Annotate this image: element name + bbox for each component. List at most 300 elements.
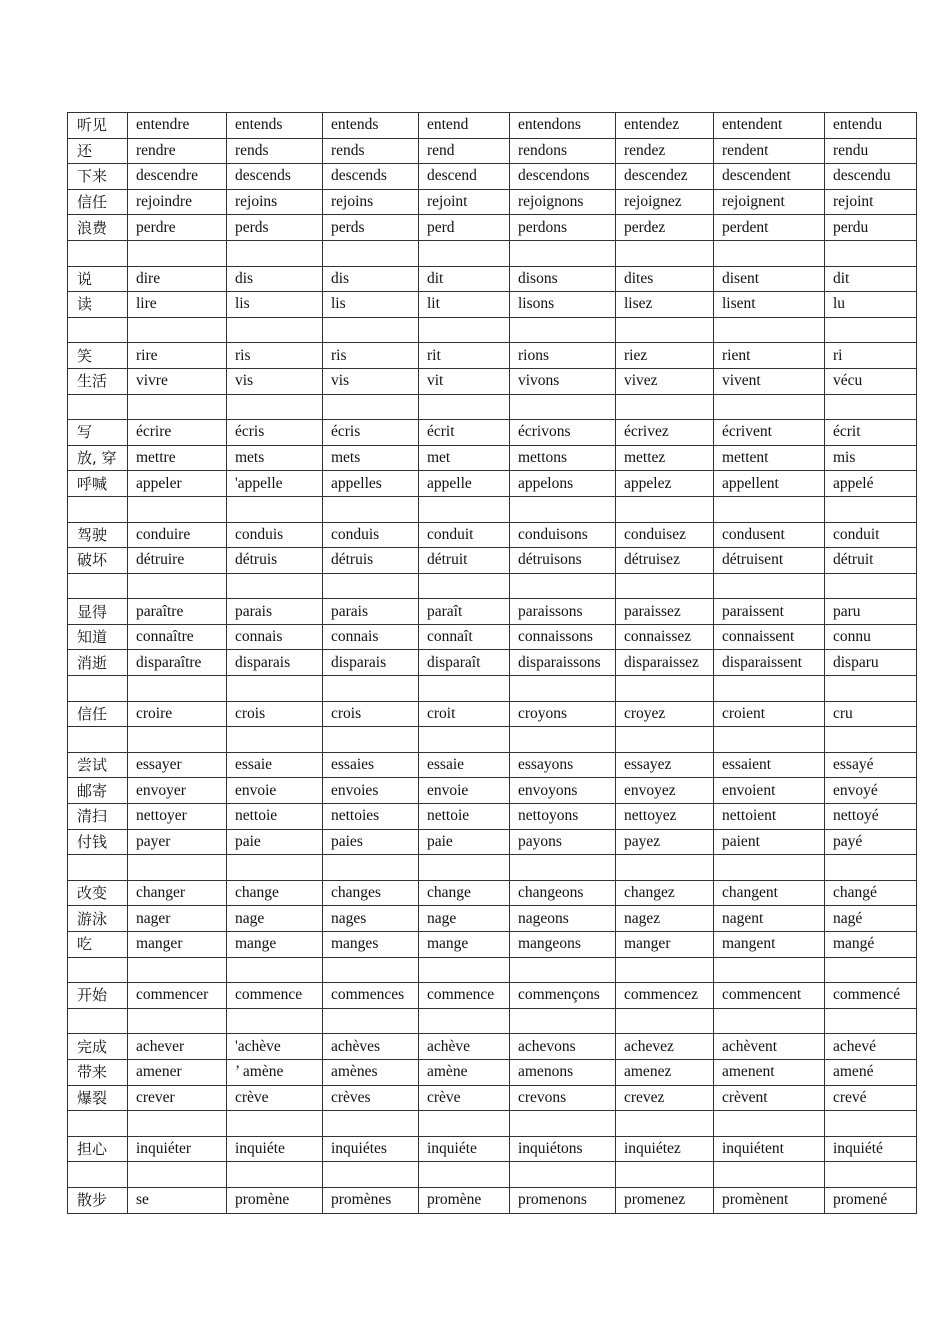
cell-past-participle: nettoyé [825, 804, 917, 830]
cell-vous-form: nettoyez [616, 804, 714, 830]
table-row [68, 1034, 917, 1060]
cell-tu-form: mets [323, 445, 419, 471]
spacer-row [68, 573, 917, 599]
cell-vous-form [616, 240, 714, 266]
cell-il-form: disparaît [419, 650, 510, 676]
cell-vous-form: paraissez [616, 599, 714, 625]
cell-nous-form [510, 727, 616, 753]
cell-past-participle: achevé [825, 1034, 917, 1060]
cell-nous-form [510, 1111, 616, 1137]
cell-infinitive [128, 573, 227, 599]
cell-chinese-meaning: 驾驶 [68, 522, 128, 548]
cell-nous-form: mettons [510, 445, 616, 471]
cell-il-form [419, 317, 510, 343]
cell-nous-form: paraissons [510, 599, 616, 625]
cell-nous-form [510, 317, 616, 343]
table-row [68, 752, 917, 778]
cell-past-participle: conduit [825, 522, 917, 548]
cell-past-participle: essayé [825, 752, 917, 778]
cell-infinitive: inquiéter [128, 1136, 227, 1162]
table-row [68, 1059, 917, 1085]
cell-nous-form: vivons [510, 368, 616, 394]
cell-chinese-meaning: 邮寄 [68, 778, 128, 804]
cell-tu-form [323, 394, 419, 420]
cell-ils-form: paraissent [714, 599, 825, 625]
cell-il-form: rejoint [419, 189, 510, 215]
cell-ils-form: détruisent [714, 548, 825, 574]
cell-je-form: perds [227, 215, 323, 241]
cell-past-participle: amené [825, 1059, 917, 1085]
table-row [68, 778, 917, 804]
cell-chinese-meaning [68, 240, 128, 266]
cell-infinitive: envoyer [128, 778, 227, 804]
cell-il-form: nage [419, 906, 510, 932]
cell-il-form: paie [419, 829, 510, 855]
cell-chinese-meaning: 担心 [68, 1136, 128, 1162]
cell-il-form: conduit [419, 522, 510, 548]
cell-il-form: descend [419, 164, 510, 190]
cell-ils-form: croient [714, 701, 825, 727]
cell-past-participle: perdu [825, 215, 917, 241]
cell-vous-form [616, 1162, 714, 1188]
cell-past-participle [825, 496, 917, 522]
cell-vous-form: crevez [616, 1085, 714, 1111]
cell-tu-form: crèves [323, 1085, 419, 1111]
cell-nous-form: rendons [510, 138, 616, 164]
cell-je-form: lis [227, 292, 323, 318]
cell-je-form: change [227, 880, 323, 906]
cell-vous-form [616, 1111, 714, 1137]
cell-il-form: appelle [419, 471, 510, 497]
cell-vous-form: détruisez [616, 548, 714, 574]
spacer-row [68, 496, 917, 522]
cell-past-participle: paru [825, 599, 917, 625]
cell-chinese-meaning: 知道 [68, 624, 128, 650]
cell-infinitive: se [128, 1187, 227, 1213]
cell-infinitive: connaître [128, 624, 227, 650]
cell-il-form [419, 1162, 510, 1188]
cell-infinitive [128, 957, 227, 983]
cell-vous-form [616, 1008, 714, 1034]
cell-je-form [227, 240, 323, 266]
cell-vous-form: lisez [616, 292, 714, 318]
cell-vous-form: perdez [616, 215, 714, 241]
cell-vous-form: connaissez [616, 624, 714, 650]
spacer-row [68, 240, 917, 266]
cell-il-form [419, 855, 510, 881]
cell-ils-form [714, 573, 825, 599]
cell-il-form: lit [419, 292, 510, 318]
cell-infinitive: disparaître [128, 650, 227, 676]
cell-past-participle [825, 727, 917, 753]
cell-nous-form: rejoignons [510, 189, 616, 215]
cell-je-form: conduis [227, 522, 323, 548]
cell-vous-form: amenez [616, 1059, 714, 1085]
cell-vous-form: riez [616, 343, 714, 369]
cell-past-participle [825, 394, 917, 420]
table-row [68, 701, 917, 727]
cell-nous-form: inquiétons [510, 1136, 616, 1162]
cell-je-form: 'achève [227, 1034, 323, 1060]
cell-vous-form [616, 855, 714, 881]
spacer-row [68, 727, 917, 753]
cell-nous-form [510, 1162, 616, 1188]
cell-chinese-meaning [68, 1008, 128, 1034]
table-row [68, 829, 917, 855]
cell-past-participle: changé [825, 880, 917, 906]
cell-il-form: rit [419, 343, 510, 369]
cell-ils-form: descendent [714, 164, 825, 190]
cell-ils-form: achèvent [714, 1034, 825, 1060]
cell-ils-form [714, 240, 825, 266]
cell-je-form: commence [227, 983, 323, 1009]
cell-nous-form: croyons [510, 701, 616, 727]
cell-je-form: détruis [227, 548, 323, 574]
cell-tu-form [323, 317, 419, 343]
cell-infinitive: essayer [128, 752, 227, 778]
cell-tu-form: commences [323, 983, 419, 1009]
cell-ils-form: rendent [714, 138, 825, 164]
cell-chinese-meaning: 带来 [68, 1059, 128, 1085]
cell-infinitive [128, 1008, 227, 1034]
cell-infinitive: dire [128, 266, 227, 292]
cell-tu-form: lis [323, 292, 419, 318]
cell-il-form [419, 394, 510, 420]
cell-ils-form [714, 855, 825, 881]
cell-ils-form: commencent [714, 983, 825, 1009]
cell-je-form [227, 573, 323, 599]
cell-infinitive [128, 1162, 227, 1188]
cell-ils-form: condusent [714, 522, 825, 548]
spacer-row [68, 957, 917, 983]
cell-il-form: entend [419, 113, 510, 139]
cell-tu-form [323, 957, 419, 983]
cell-il-form: nettoie [419, 804, 510, 830]
cell-il-form [419, 676, 510, 702]
cell-tu-form: entends [323, 113, 419, 139]
cell-tu-form: connais [323, 624, 419, 650]
cell-ils-form: changent [714, 880, 825, 906]
cell-infinitive: rejoindre [128, 189, 227, 215]
cell-ils-form [714, 394, 825, 420]
table-row [68, 599, 917, 625]
cell-past-participle: descendu [825, 164, 917, 190]
cell-je-form [227, 496, 323, 522]
cell-chinese-meaning: 信任 [68, 701, 128, 727]
spacer-row [68, 1111, 917, 1137]
cell-je-form: connais [227, 624, 323, 650]
cell-chinese-meaning [68, 394, 128, 420]
cell-tu-form: amènes [323, 1059, 419, 1085]
cell-chinese-meaning [68, 496, 128, 522]
table-row [68, 1085, 917, 1111]
spacer-row [68, 1008, 917, 1034]
cell-tu-form: nettoies [323, 804, 419, 830]
cell-ils-form [714, 1162, 825, 1188]
cell-chinese-meaning: 说 [68, 266, 128, 292]
cell-il-form: dit [419, 266, 510, 292]
cell-infinitive [128, 394, 227, 420]
cell-il-form: écrit [419, 420, 510, 446]
cell-ils-form [714, 957, 825, 983]
cell-past-participle: connu [825, 624, 917, 650]
cell-il-form: inquiéte [419, 1136, 510, 1162]
cell-tu-form [323, 727, 419, 753]
table-row [68, 624, 917, 650]
cell-infinitive [128, 496, 227, 522]
cell-past-participle: rendu [825, 138, 917, 164]
cell-je-form: inquiéte [227, 1136, 323, 1162]
cell-il-form: paraît [419, 599, 510, 625]
cell-tu-form [323, 855, 419, 881]
cell-chinese-meaning [68, 317, 128, 343]
cell-vous-form: rendez [616, 138, 714, 164]
cell-chinese-meaning [68, 1162, 128, 1188]
cell-vous-form: écrivez [616, 420, 714, 446]
cell-past-participle: ri [825, 343, 917, 369]
cell-chinese-meaning: 生活 [68, 368, 128, 394]
cell-vous-form [616, 394, 714, 420]
cell-vous-form: inquiétez [616, 1136, 714, 1162]
cell-chinese-meaning: 听见 [68, 113, 128, 139]
cell-tu-form [323, 240, 419, 266]
cell-vous-form: appelez [616, 471, 714, 497]
cell-je-form [227, 676, 323, 702]
cell-past-participle: écrit [825, 420, 917, 446]
cell-infinitive: rendre [128, 138, 227, 164]
cell-tu-form: perds [323, 215, 419, 241]
cell-ils-form: connaissent [714, 624, 825, 650]
cell-il-form: envoie [419, 778, 510, 804]
cell-je-form: envoie [227, 778, 323, 804]
cell-nous-form: appelons [510, 471, 616, 497]
cell-tu-form: écris [323, 420, 419, 446]
cell-chinese-meaning: 爆裂 [68, 1085, 128, 1111]
cell-infinitive: descendre [128, 164, 227, 190]
cell-ils-form: amenent [714, 1059, 825, 1085]
cell-tu-form: rejoins [323, 189, 419, 215]
cell-je-form: mets [227, 445, 323, 471]
cell-ils-form [714, 496, 825, 522]
cell-ils-form: paient [714, 829, 825, 855]
cell-il-form: met [419, 445, 510, 471]
conjugation-table [67, 112, 917, 1214]
cell-tu-form [323, 496, 419, 522]
cell-je-form: crois [227, 701, 323, 727]
cell-vous-form [616, 727, 714, 753]
cell-ils-form: vivent [714, 368, 825, 394]
cell-infinitive: perdre [128, 215, 227, 241]
cell-infinitive: crever [128, 1085, 227, 1111]
cell-past-participle: lu [825, 292, 917, 318]
cell-ils-form: promènent [714, 1187, 825, 1213]
table-row [68, 292, 917, 318]
spacer-row [68, 317, 917, 343]
cell-chinese-meaning [68, 573, 128, 599]
table-row [68, 522, 917, 548]
cell-past-participle: payé [825, 829, 917, 855]
cell-infinitive: manger [128, 932, 227, 958]
cell-vous-form: changez [616, 880, 714, 906]
cell-il-form: achève [419, 1034, 510, 1060]
cell-tu-form: descends [323, 164, 419, 190]
cell-infinitive: payer [128, 829, 227, 855]
table-row [68, 189, 917, 215]
table-row [68, 983, 917, 1009]
cell-je-form: rejoins [227, 189, 323, 215]
cell-ils-form: mettent [714, 445, 825, 471]
cell-tu-form: appelles [323, 471, 419, 497]
cell-nous-form: crevons [510, 1085, 616, 1111]
cell-tu-form [323, 1008, 419, 1034]
cell-infinitive: appeler [128, 471, 227, 497]
cell-chinese-meaning [68, 676, 128, 702]
cell-je-form: parais [227, 599, 323, 625]
cell-chinese-meaning: 完成 [68, 1034, 128, 1060]
cell-chinese-meaning: 付钱 [68, 829, 128, 855]
cell-il-form [419, 1111, 510, 1137]
cell-nous-form: achevons [510, 1034, 616, 1060]
cell-je-form: écris [227, 420, 323, 446]
cell-je-form [227, 957, 323, 983]
cell-tu-form: parais [323, 599, 419, 625]
cell-tu-form: dis [323, 266, 419, 292]
cell-il-form: rend [419, 138, 510, 164]
cell-il-form: essaie [419, 752, 510, 778]
cell-infinitive [128, 727, 227, 753]
cell-tu-form: conduis [323, 522, 419, 548]
cell-je-form [227, 855, 323, 881]
cell-chinese-meaning: 尝试 [68, 752, 128, 778]
cell-ils-form: nettoient [714, 804, 825, 830]
cell-tu-form: vis [323, 368, 419, 394]
cell-chinese-meaning: 破坏 [68, 548, 128, 574]
cell-vous-form: achevez [616, 1034, 714, 1060]
table-row [68, 266, 917, 292]
cell-chinese-meaning: 清扫 [68, 804, 128, 830]
cell-ils-form: entendent [714, 113, 825, 139]
cell-il-form: crève [419, 1085, 510, 1111]
conjugation-table-body [68, 113, 917, 1214]
table-row [68, 548, 917, 574]
cell-ils-form: perdent [714, 215, 825, 241]
cell-je-form: entends [227, 113, 323, 139]
cell-ils-form: rient [714, 343, 825, 369]
cell-nous-form [510, 496, 616, 522]
cell-past-participle: rejoint [825, 189, 917, 215]
spacer-row [68, 1162, 917, 1188]
cell-vous-form [616, 676, 714, 702]
cell-il-form [419, 727, 510, 753]
cell-je-form: paie [227, 829, 323, 855]
cell-chinese-meaning: 写 [68, 420, 128, 446]
cell-nous-form: promenons [510, 1187, 616, 1213]
cell-chinese-meaning: 消逝 [68, 650, 128, 676]
cell-ils-form [714, 676, 825, 702]
cell-nous-form: envoyons [510, 778, 616, 804]
cell-infinitive [128, 676, 227, 702]
table-row [68, 880, 917, 906]
cell-vous-form: vivez [616, 368, 714, 394]
cell-chinese-meaning: 吃 [68, 932, 128, 958]
cell-ils-form [714, 1008, 825, 1034]
cell-past-participle: crevé [825, 1085, 917, 1111]
cell-chinese-meaning: 开始 [68, 983, 128, 1009]
cell-je-form: mange [227, 932, 323, 958]
cell-tu-form: crois [323, 701, 419, 727]
cell-vous-form: conduisez [616, 522, 714, 548]
cell-past-participle: promené [825, 1187, 917, 1213]
cell-infinitive: conduire [128, 522, 227, 548]
cell-vous-form: payez [616, 829, 714, 855]
cell-ils-form: lisent [714, 292, 825, 318]
cell-infinitive: paraître [128, 599, 227, 625]
cell-nous-form: amenons [510, 1059, 616, 1085]
table-row [68, 1187, 917, 1213]
cell-je-form [227, 394, 323, 420]
cell-il-form [419, 957, 510, 983]
cell-je-form: vis [227, 368, 323, 394]
cell-nous-form: conduisons [510, 522, 616, 548]
cell-chinese-meaning: 还 [68, 138, 128, 164]
cell-chinese-meaning: 下来 [68, 164, 128, 190]
cell-je-form: descends [227, 164, 323, 190]
cell-chinese-meaning [68, 855, 128, 881]
cell-infinitive: nettoyer [128, 804, 227, 830]
cell-infinitive: écrire [128, 420, 227, 446]
cell-nous-form [510, 1008, 616, 1034]
cell-infinitive: nager [128, 906, 227, 932]
cell-infinitive: commencer [128, 983, 227, 1009]
cell-nous-form: essayons [510, 752, 616, 778]
cell-je-form [227, 1008, 323, 1034]
cell-nous-form: rions [510, 343, 616, 369]
cell-ils-form: disparaissent [714, 650, 825, 676]
cell-je-form [227, 1162, 323, 1188]
cell-tu-form: paies [323, 829, 419, 855]
cell-nous-form: connaissons [510, 624, 616, 650]
cell-chinese-meaning: 浪费 [68, 215, 128, 241]
cell-past-participle: disparu [825, 650, 917, 676]
cell-chinese-meaning: 游泳 [68, 906, 128, 932]
cell-nous-form: disons [510, 266, 616, 292]
cell-past-participle [825, 1111, 917, 1137]
cell-ils-form: mangent [714, 932, 825, 958]
cell-infinitive: croire [128, 701, 227, 727]
cell-nous-form: nageons [510, 906, 616, 932]
cell-nous-form: entendons [510, 113, 616, 139]
cell-je-form [227, 727, 323, 753]
table-row [68, 804, 917, 830]
cell-vous-form [616, 573, 714, 599]
cell-past-participle: commencé [825, 983, 917, 1009]
cell-past-participle: détruit [825, 548, 917, 574]
cell-past-participle: mis [825, 445, 917, 471]
spacer-row [68, 855, 917, 881]
cell-il-form: change [419, 880, 510, 906]
cell-chinese-meaning [68, 957, 128, 983]
cell-infinitive: vivre [128, 368, 227, 394]
cell-il-form: croit [419, 701, 510, 727]
cell-ils-form: envoient [714, 778, 825, 804]
cell-chinese-meaning: 改变 [68, 880, 128, 906]
cell-nous-form: changeons [510, 880, 616, 906]
cell-nous-form [510, 676, 616, 702]
cell-infinitive: amener [128, 1059, 227, 1085]
cell-il-form: perd [419, 215, 510, 241]
cell-past-participle: mangé [825, 932, 917, 958]
cell-je-form: ’ amène [227, 1059, 323, 1085]
